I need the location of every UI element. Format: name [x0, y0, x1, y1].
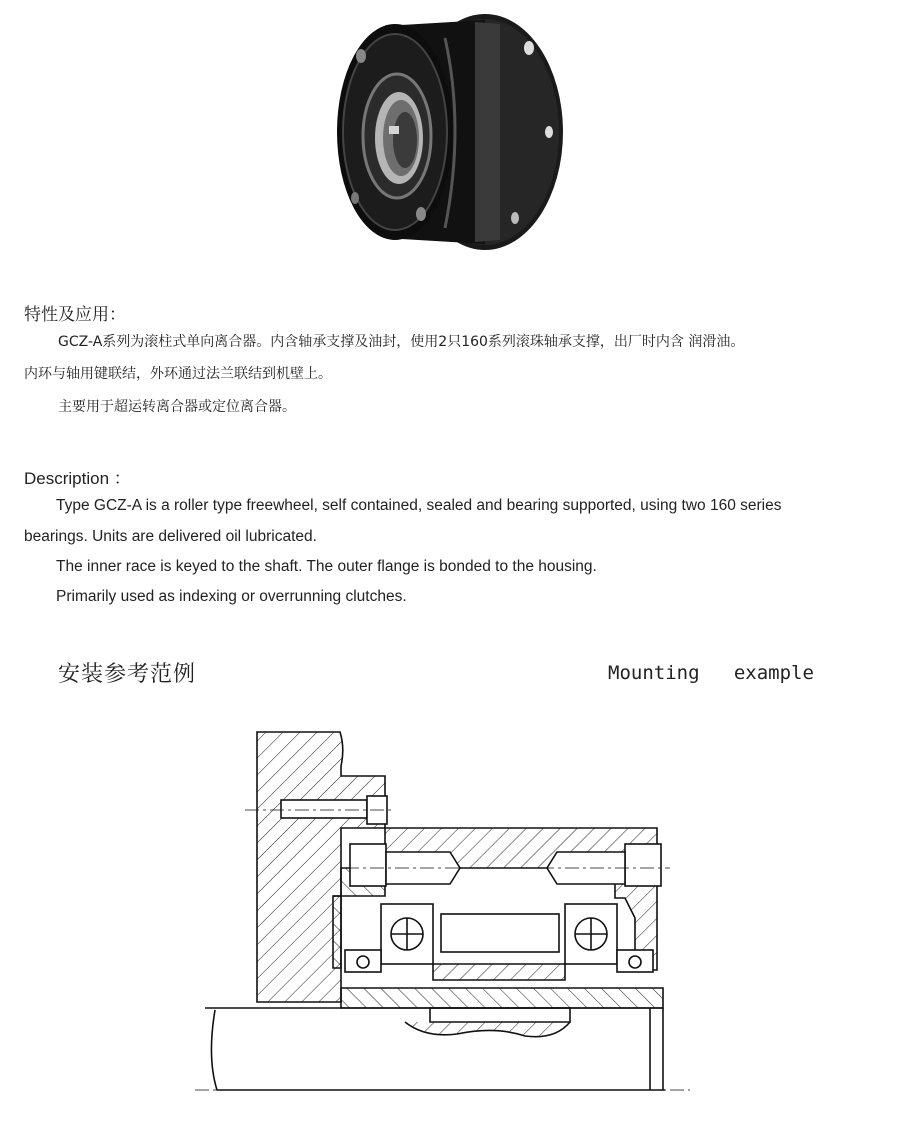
mounting-title-en: Mounting example [608, 662, 814, 684]
description-text-line: Primarily used as indexing or overrunning clutches. [56, 588, 407, 605]
mounting-title-cn: 安装参考范例 [58, 662, 197, 687]
description-text-line: Type GCZ-A is a roller type freewheel, self contained, sealed and bearing supported, using two 160 series [56, 497, 782, 514]
description-text-line: bearings. Units are delivered oil lubricated. [24, 528, 317, 545]
mounting-drawing [195, 718, 695, 1108]
description-text-line: The inner race is keyed to the shaft. The outer flange is bonded to the housing. [56, 558, 597, 575]
features-text-cn-line: 内环与轴用键联结，外环通过法兰联结到机壁上。 [24, 366, 332, 382]
product-photo [325, 8, 585, 256]
features-heading-cn: 特性及应用： [24, 305, 126, 325]
features-text-cn-line: GCZ-A系列为滚柱式单向离合器。内含轴承支撑及油封，使用2只160系列滚珠轴承支撑，出厂时内含 润滑油。 [58, 334, 745, 350]
features-text-cn-line: 主要用于超运转离合器或定位离合器。 [58, 399, 296, 415]
description-heading: Description ： [24, 469, 131, 488]
